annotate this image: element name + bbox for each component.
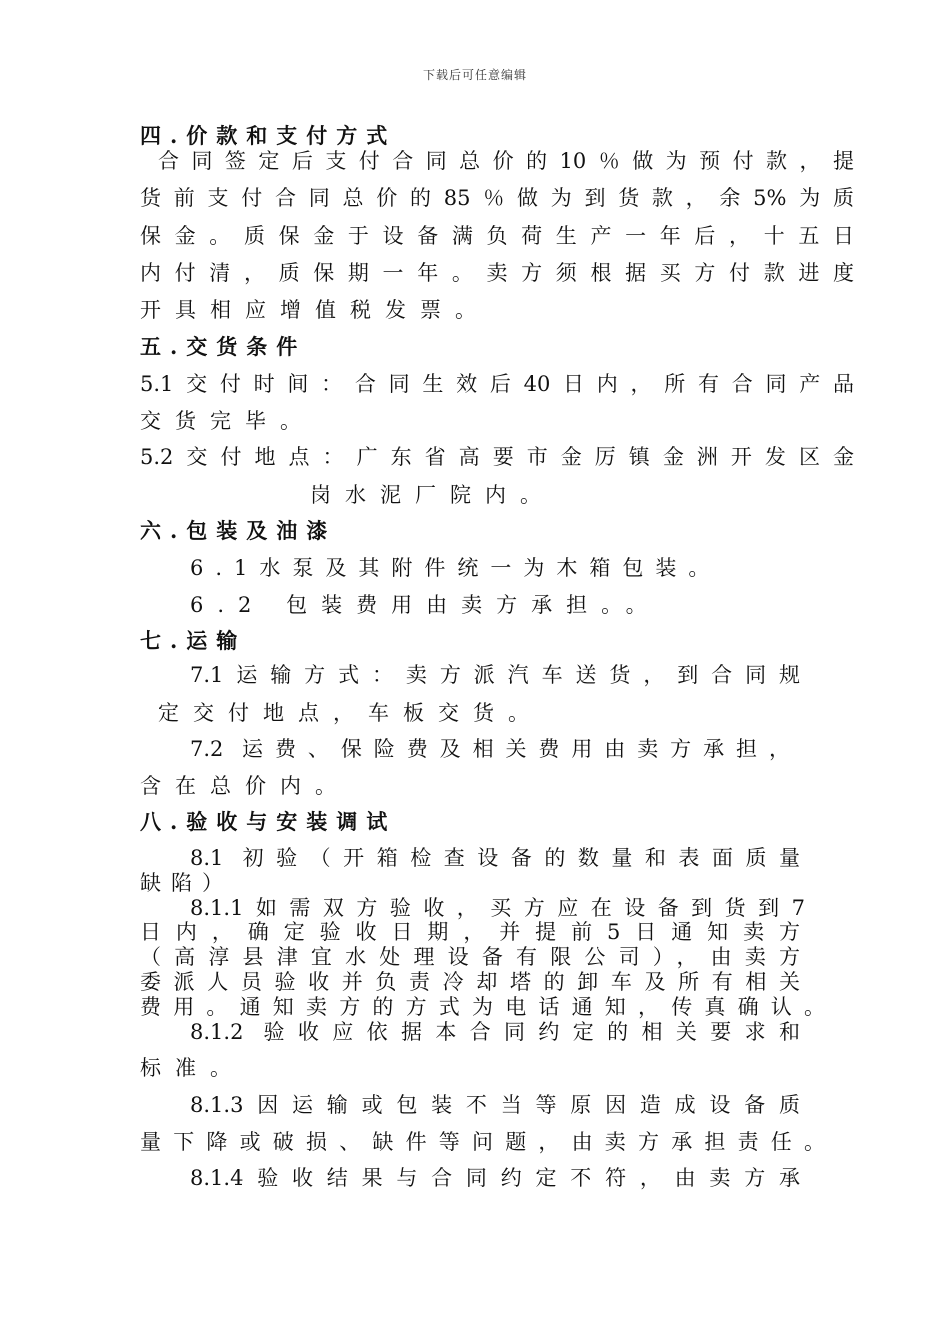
section-8-line-5: （高淳县津宜水处理设备有限公司），由卖方 bbox=[140, 945, 800, 969]
section-8-line-12: 8.1.4验收结果与合同约定不符，由卖方承 bbox=[190, 1166, 800, 1190]
section-8-line-2: 缺陷） bbox=[140, 871, 233, 895]
section-4-line-4: 内付清，质保期一年。卖方须根据买方付款进度 bbox=[140, 261, 854, 285]
section-4-line-2: 货前支付合同总价的85％做为到货款，余5%为质 bbox=[140, 186, 854, 210]
section-8-line-11: 量下降或破损、缺件等问题，由卖方承担责任。 bbox=[140, 1130, 825, 1154]
section-8-line-3: 8.1.1如需双方验收，买方应在设备到货到7 bbox=[190, 896, 805, 920]
section-7-title: 七.运输 bbox=[140, 628, 247, 653]
section-7-item-1-cont: 定交付地点，车板交货。 bbox=[158, 701, 543, 725]
section-7-item-2: 7.2 运费、保险费及相关费用由卖方承担， bbox=[190, 737, 790, 761]
section-4-title: 四.价款和支付方式 bbox=[140, 123, 397, 148]
section-8-line-8: 8.1.2 验收应依据本合同约定的相关要求和 bbox=[190, 1020, 800, 1044]
section-5-item-1: 5.1交付时间：合同生效后40日内，所有合同产品 bbox=[140, 372, 854, 396]
section-4-line-5: 开具相应增值税发票。 bbox=[140, 298, 490, 322]
header-note: 下载后可任意编辑 bbox=[422, 68, 527, 82]
section-8-line-10: 8.1.3因运输或包装不当等原因造成设备质 bbox=[190, 1093, 800, 1117]
section-8-line-1: 8.1 初验（开箱检查设备的数量和表面质量 bbox=[190, 846, 800, 870]
section-4-line-3: 保金。质保金于设备满负荷生产一年后，十五日 bbox=[140, 224, 854, 248]
section-5-item-2: 5.2交付地点：广东省高要市金厉镇金洲开发区金 bbox=[140, 445, 854, 469]
section-7-item-2-cont: 含在总价内。 bbox=[140, 774, 350, 798]
section-5-item-2-cont: 岗水泥厂院内。 bbox=[310, 483, 555, 507]
section-8-line-4: 日内，确定验收日期，并提前5日通知卖方 bbox=[140, 920, 800, 944]
section-8-title: 八.验收与安装调试 bbox=[140, 809, 397, 834]
section-4-line-1: 合同签定后支付合同总价的10％做为预付款，提 bbox=[158, 149, 854, 173]
section-5-title: 五.交货条件 bbox=[140, 334, 307, 359]
section-8-line-6: 委派人员验收并负责冷却塔的卸车及所有相关 bbox=[140, 970, 800, 994]
section-6-item-2: 6.2 包装费用由卖方承担。。 bbox=[190, 593, 661, 617]
section-8-line-9: 标准。 bbox=[140, 1056, 245, 1080]
section-7-item-1: 7.1运输方式：卖方派汽车送货，到合同规 bbox=[190, 663, 800, 687]
section-5-item-1-cont: 交货完毕。 bbox=[140, 409, 315, 433]
section-8-line-7: 费用。通知卖方的方式为电话通知，传真确认。 bbox=[140, 995, 825, 1019]
section-6-item-1: 6.1水泵及其附件统一为木箱包装。 bbox=[190, 556, 722, 580]
section-6-title: 六.包装及油漆 bbox=[140, 518, 337, 543]
